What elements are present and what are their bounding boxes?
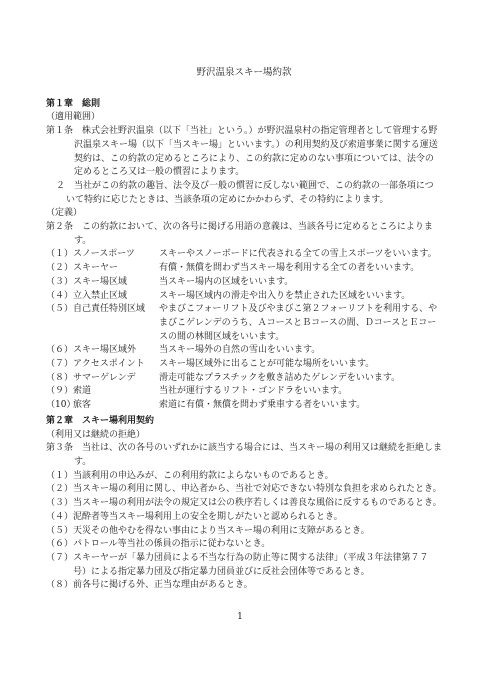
refusal-number: （５） bbox=[46, 525, 74, 536]
refusal-item bbox=[46, 525, 442, 539]
definition-term: スキー場区域外 bbox=[73, 345, 137, 356]
refusal-heading: （利用又は継続の拒絶） bbox=[46, 429, 146, 440]
refusal-item bbox=[46, 483, 442, 497]
refusal-text: パトロール等当社の係員の指示に従わないとき。 bbox=[73, 539, 271, 550]
definition-number: （３） bbox=[46, 276, 74, 287]
refusal-number: （６） bbox=[46, 539, 74, 550]
definition-item bbox=[46, 303, 442, 344]
definition-item bbox=[46, 276, 442, 290]
definition-number: （５） bbox=[46, 304, 74, 315]
definition-item bbox=[46, 372, 442, 386]
definition-text: 有償・無償を問わず当スキー場を利用する全ての者をいいます。 bbox=[159, 263, 420, 274]
definition-number: （７） bbox=[46, 359, 74, 370]
definition-text: 滑走可能なプラスチックを敷き詰めたゲレンデをいいます。 bbox=[159, 372, 401, 383]
definition-text: スキー場区域内の滑走や出入りを禁止された区域をいいます。 bbox=[159, 290, 411, 301]
definition-item bbox=[46, 399, 442, 413]
definition-number: （10） bbox=[46, 400, 76, 411]
definition-item bbox=[46, 290, 442, 304]
definition-term: 立入禁止区域 bbox=[73, 290, 128, 301]
definition-item bbox=[46, 262, 442, 276]
refusal-item bbox=[46, 579, 442, 593]
refusal-text: 当スキー場の利用が法令の規定又は公の秩序若しくは善良な風俗に反するものであるとき。 bbox=[73, 498, 442, 509]
scope-heading: （適用範囲） bbox=[46, 112, 101, 123]
definition-text: 当スキー場外の自然の雪山をいいます。 bbox=[159, 345, 321, 356]
definition-term: スキー場区域 bbox=[73, 276, 128, 287]
definition-number: （８） bbox=[46, 372, 74, 383]
definition-number: （２） bbox=[46, 263, 74, 274]
page-number: 1 bbox=[237, 612, 243, 622]
definition-text: 索道に有償・無償を問わず乗車する者をいいます。 bbox=[159, 400, 366, 411]
document-title: 野沢温泉スキー場約款 bbox=[196, 67, 292, 78]
refusal-number: （４） bbox=[46, 511, 74, 522]
definition-text: やまびこフォーリフト及びやまびこ第２フォーリフトを利用する、やまびこゲレンデのうち、ＡコースとＢコースの間、ＤコースとＥコースの間の林間区域をいいます。 bbox=[159, 304, 438, 342]
refusal-item bbox=[46, 511, 442, 525]
definitions-list bbox=[46, 248, 442, 412]
definition-term: スノースポーツ bbox=[73, 249, 135, 260]
refusal-list bbox=[46, 470, 442, 593]
refusal-text: 天災その他やむを得ない事由により当スキー場の利用に支障があるとき。 bbox=[73, 525, 370, 536]
definition-text: 当社が運行するリフト・ゴンドラをいいます。 bbox=[159, 386, 348, 397]
definition-term: スキーヤー bbox=[73, 263, 119, 274]
refusal-item bbox=[46, 552, 442, 579]
article-2: 第２条 この約款において、次の各号に掲げる用語の意義は、当該各号に定めるところによります。 bbox=[46, 222, 433, 246]
chapter-2-heading: 第２章 スキー場利用契約 bbox=[46, 415, 155, 426]
definitions-heading: （定義） bbox=[46, 208, 83, 219]
definition-number: （１） bbox=[46, 249, 74, 260]
chapter-1-heading: 第１章 総則 bbox=[46, 98, 101, 109]
article-3: 第３条 当社は、次の各号のいずれかに該当する場合には、当スキー場の利用又は継続を拒絶します。 bbox=[46, 443, 443, 467]
definition-item bbox=[46, 248, 442, 262]
refusal-number: （８） bbox=[46, 580, 74, 591]
article-1: 第１条 株式会社野沢温泉（以下「当社」という。）が野沢温泉村の指定管理者として管理する野沢温泉スキー場（以下「当スキー場」といいます。）の利用契約及び索道事業に関する運送契約は、この約款の定めるところにより、この約款に定めのない事項については、法令の定めるところ又は一般の慣習によります。 bbox=[46, 126, 438, 178]
definition-number: （４） bbox=[46, 290, 74, 301]
definition-number: （６） bbox=[46, 345, 74, 356]
article-1-paragraph-2: ２ 当社がこの約款の趣旨、法令及び一般の慣習に反しない範囲で、この約款の一部条項について特約に応じたときは、当該条項の定めにかかわらず、その特約によります。 bbox=[56, 180, 434, 205]
definition-number: （９） bbox=[46, 386, 74, 397]
definition-term: サマーゲレンデ bbox=[73, 372, 136, 383]
refusal-text: 泥酔者等当スキー場利用上の安全を期しがたいと認められるとき。 bbox=[73, 511, 343, 522]
definition-term: 自己責任特別区域 bbox=[73, 304, 146, 315]
refusal-text: 当スキー場の利用に関し、申込者から、当社で対応できない特別な負担を求められたとき。 bbox=[73, 484, 442, 495]
refusal-number: （２） bbox=[46, 484, 74, 495]
definition-term: 旅客 bbox=[73, 400, 92, 411]
refusal-number: （１） bbox=[46, 470, 74, 481]
definition-item bbox=[46, 385, 442, 399]
refusal-number: （７） bbox=[46, 552, 74, 563]
definition-item bbox=[46, 358, 442, 372]
refusal-text: 前各号に掲げる外、正当な理由があるとき。 bbox=[73, 580, 253, 591]
refusal-item bbox=[46, 497, 442, 511]
refusal-item bbox=[46, 538, 442, 552]
definition-text: スキーやスノーボードに代表される全ての雪上スポーツをいいます。 bbox=[159, 249, 437, 260]
refusal-number: （３） bbox=[46, 498, 74, 509]
refusal-item bbox=[46, 470, 442, 484]
definition-text: 当スキー場内の区域をいいます。 bbox=[159, 276, 294, 287]
refusal-text: 当該利用の申込みが、この利用約款によらないものであるとき。 bbox=[73, 470, 334, 481]
definition-term: アクセスポイント bbox=[73, 359, 145, 370]
definition-item bbox=[46, 344, 442, 358]
definition-term: 索道 bbox=[73, 386, 92, 397]
definition-text: スキー場区域外に出ることが可能な場所をいいます。 bbox=[159, 359, 375, 370]
refusal-text: スキーヤーが「暴力団員による不当な行為の防止等に関する法律」（平成３年法律第７７号）による指定暴力団及び指定暴力団員並びに反社会団体等であるとき。 bbox=[73, 552, 429, 577]
